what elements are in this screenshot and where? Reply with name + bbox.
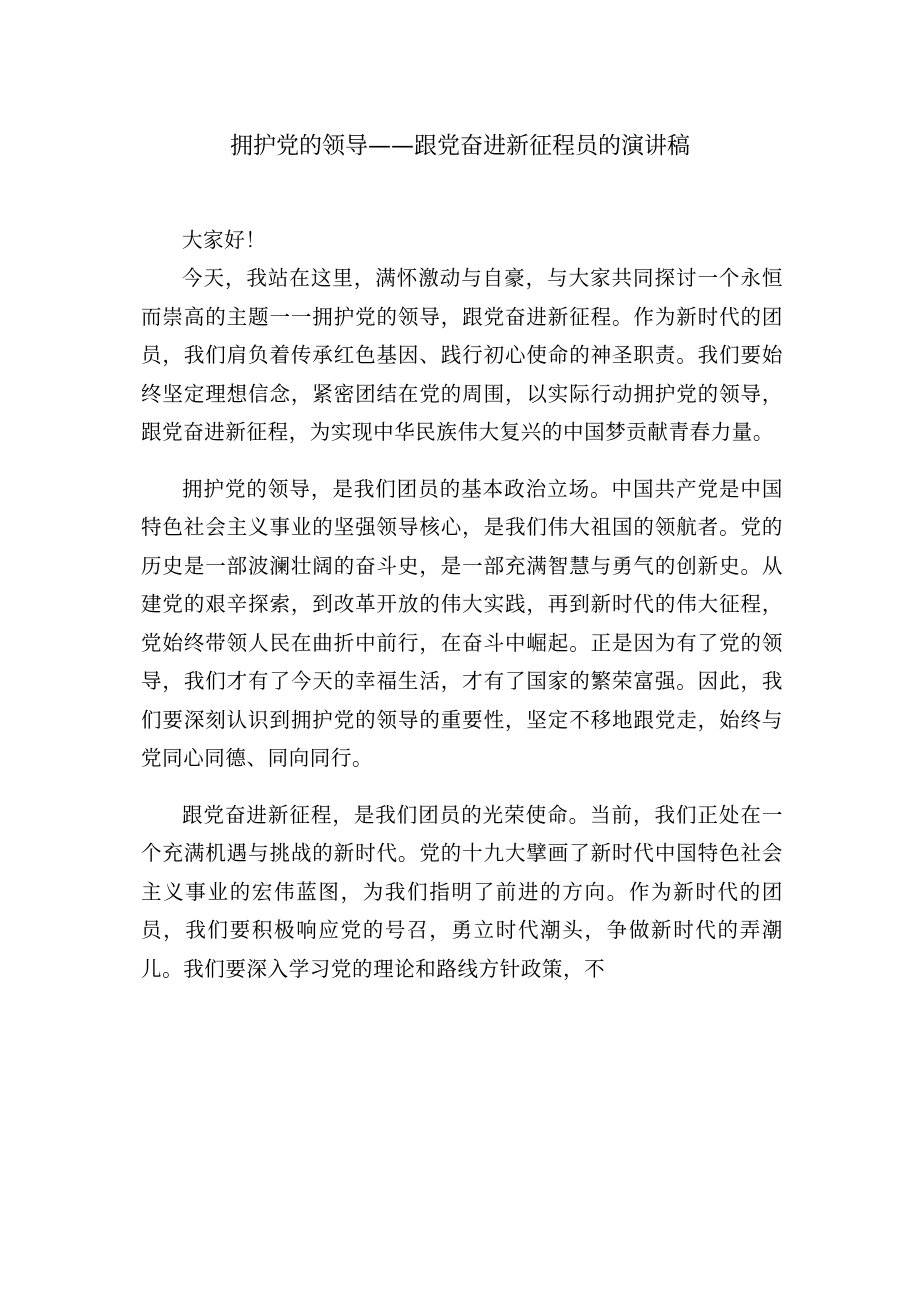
paragraph-gap bbox=[141, 778, 783, 796]
paragraph-gap bbox=[141, 452, 783, 470]
greeting-line: 大家好！ bbox=[182, 228, 267, 252]
paragraph-3: 跟党奋进新征程，是我们团员的光荣使命。当前，我们正处在一个充满机遇与挑战的新时代。党的十九大擘画了新时代中国特色社会主义事业的宏伟蓝图，为我们指明了前进的方向。作为新时代的团员，我们要积极响应党的号召，勇立时代潮头，争做新时代的弄潮儿。我们要深入学习党的理论和路线方针政策，不 bbox=[141, 802, 783, 981]
document-title: 拥护党的领导——跟党奋进新征程员的演讲稿 bbox=[230, 133, 690, 159]
paragraph-1: 今天，我站在这里，满怀激动与自豪，与大家共同探讨一个永恒而崇高的主题一一拥护党的领导，跟党奋进新征程。作为新时代的团员，我们肩负着传承红色基因、践行初心使命的神圣职责。我们要始终坚定理想信念，紧密团结在党的周围，以实际行动拥护党的领导，跟党奋进新征程，为实现中华民族伟大复兴的中国梦贡献青春力量。 bbox=[141, 266, 783, 444]
document-body bbox=[141, 222, 783, 988]
paragraph-2: 拥护党的领导，是我们团员的基本政治立场。中国共产党是中国特色社会主义事业的坚强领导核心，是我们伟大祖国的领航者。党的历史是一部波澜壮阔的奋斗史，是一部充满智慧与勇气的创新史。从建党的艰辛探索，到改革开放的伟大实践，再到新时代的伟大征程，党始终带领人民在曲折中前行，在奋斗中崛起。正是因为有了党的领导，我们才有了今天的幸福生活，才有了国家的繁荣富强。因此，我们要深刻认识到拥护党的领导的重要性，坚定不移地跟党走，始终与党同心同德、同向同行。 bbox=[141, 476, 783, 770]
